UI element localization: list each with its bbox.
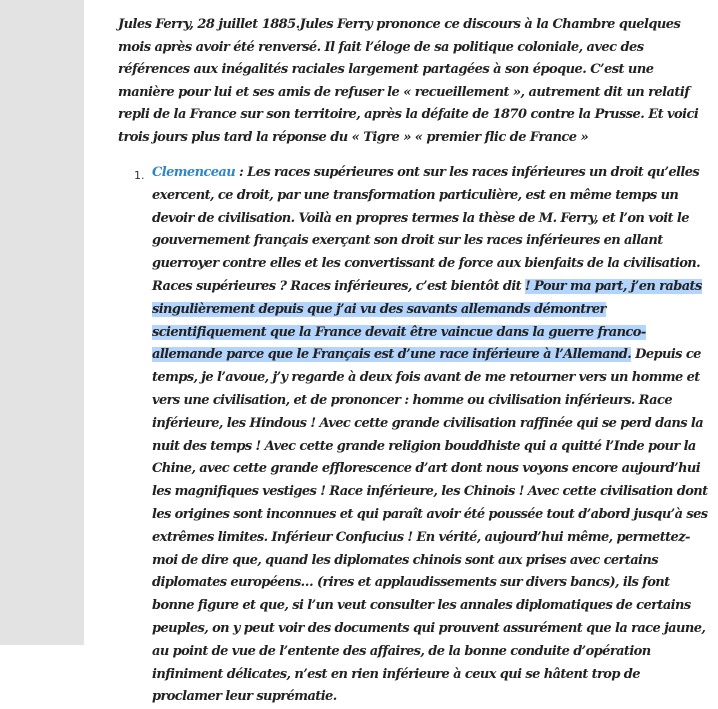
quote-text-before: : Les races supérieures ont sur les races inférieures un droit qu’elles exercent, ce droit, par une transformation particulière, est en même temps un devoir de civilisation. Voilà en propres termes la thèse de M. Ferry, et l’on voit le gouvernement français exerçant son droit sur les races inférieures en allant guerroyer contre elles et les convertissant de force aux bienfaits de la civilisation. Races supérieures ? Races inférieures, c’est bientôt dit <box>152 165 701 294</box>
left-gutter <box>0 0 84 645</box>
list-item-number: 1. <box>134 169 145 182</box>
quote-list-item <box>152 162 710 709</box>
article-content <box>84 0 718 705</box>
intro-paragraph: Jules Ferry, 28 juillet 1885.Jules Ferry prononce ce discours à la Chambre quelques mois après avoir été renversé. Il fait l’éloge de sa politique coloniale, avec des références aux inégalités raciales largement partagées à son époque. C’est une manière pour lui et ses amis de refuser le « recueillement », autrement dit un relatif repli de la France sur son territoire, après la défaite de 1870 contre la Prusse. Et voici trois jours plus tard la réponse du « Tigre » « premier flic de France » <box>118 17 699 145</box>
quote-text-after: Depuis ce temps, je l’avoue, j’y regarde à deux fois avant de me retourner vers un homme et vers une civilisation, et de prononcer : homme ou civilisation inférieurs. Race inférieure, les Hindous ! Avec cette grande civilisation raffinée qui se perd dans la nuit des temps ! Avec cette grande religion bouddhiste qui a quitté l’Inde pour la Chine, avec cette grande efflorescence d’art dont nous voyons encore aujourd’hui les magnifiques vestiges ! Race inférieure, les Chinois ! Avec cette civilisation dont les origines sont inconnues et qui paraît avoir été poussée tout d’abord jusqu’à ses extrêmes limites. Inférieur Confucius ! En vérité, aujourd’hui même, permettez-moi de dire que, quand les diplomates chinois sont aux prises avec certains diplomates européens… (rires et applaudissements sur divers bancs), ils font bonne figure et que, si l’un veut consulter les annales diplomatiques de certains peuples, on y peut voir des documents qui prouvent assurément que la race jaune, au point de vue de l’entente des affaires, de la bonne conduite d’opération infiniment délicates, n’est en rien inférieure à ceux qui se hâtent trop de proclamer leur suprématie. <box>152 347 708 705</box>
speaker-link[interactable]: Clemenceau <box>152 165 236 180</box>
highlighted-selection[interactable]: ! Pour ma part, j’en rabats singulièrement depuis que j’ai vu des savants allemands démontrer scientifiquement que la France devait être vaincue dans la guerre franco-allemande parce que le Français est d’une race inférieure à l’Allemand. <box>152 278 702 363</box>
